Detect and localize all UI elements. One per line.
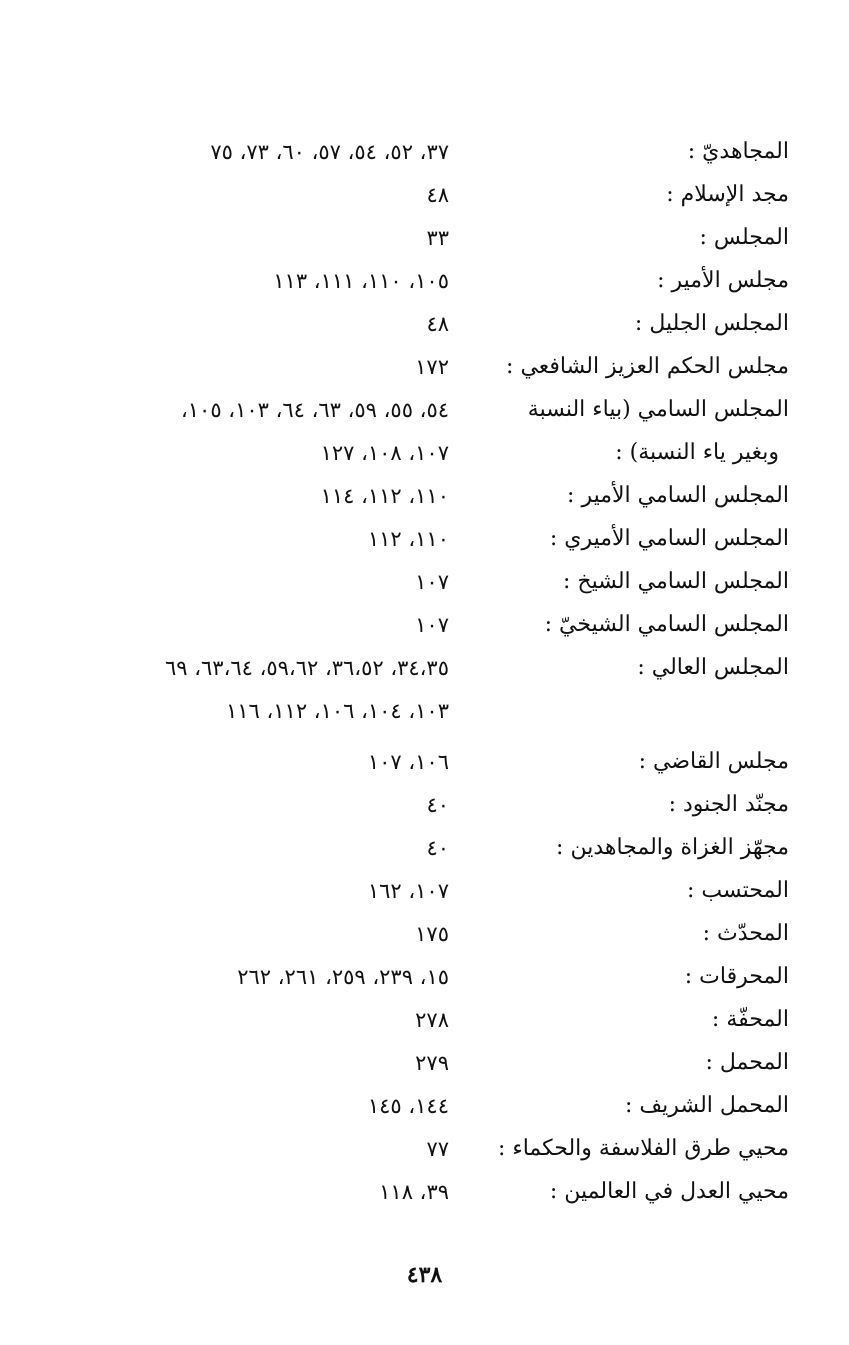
index-entry xyxy=(0,603,849,647)
index-entry xyxy=(0,517,849,561)
index-entry xyxy=(0,130,849,174)
entry-pages: ٢٧٨ xyxy=(415,1008,449,1032)
entry-pages: ١٠٧ xyxy=(415,570,449,594)
entry-pages: ٢٧٩ xyxy=(415,1051,449,1075)
entry-pages: ١١٠، ١١٢، ١١٤ xyxy=(320,484,449,508)
index-entry xyxy=(0,1041,849,1085)
index-entry xyxy=(0,302,849,346)
entry-pages: ٥٤، ٥٥، ٥٩، ٦٣، ٦٤، ١٠٣، ١٠٥، xyxy=(181,398,449,422)
entry-term: المجلس السامي الأميري : xyxy=(549,526,789,551)
entry-term: مجلس القاضي : xyxy=(638,749,789,774)
index-entry xyxy=(0,1084,849,1128)
entry-pages: ٤٠ xyxy=(426,836,449,860)
entry-term: مجهّز الغزاة والمجاهدين : xyxy=(556,835,789,860)
entry-pages: ٣٧، ٥٢، ٥٤، ٥٧، ٦٠، ٧٣، ٧٥ xyxy=(210,140,449,164)
entry-pages: ٤٨ xyxy=(426,183,449,207)
index-entry xyxy=(0,388,849,432)
entry-term: المجاهديّ : xyxy=(687,139,789,164)
entry-pages: ١٤٤، ١٤٥ xyxy=(367,1094,449,1118)
index-entry xyxy=(0,259,849,303)
index-entry xyxy=(0,912,849,956)
entry-term: المجلس العالي : xyxy=(637,655,789,680)
entry-pages: ٤٠ xyxy=(426,793,449,817)
index-entry xyxy=(0,560,849,604)
entry-term: مجلس الأمير : xyxy=(657,268,789,293)
index-entry xyxy=(0,826,849,870)
entry-term: محيي طرق الفلاسفة والحكماء : xyxy=(497,1136,789,1161)
index-entry-continuation xyxy=(0,689,849,733)
entry-term: المجلس السامي (بياء النسبة xyxy=(527,397,789,422)
index-entry xyxy=(0,869,849,913)
entry-term: المجلس السامي الأمير : xyxy=(567,483,789,508)
entry-term: المحمل الشريف : xyxy=(625,1093,789,1118)
entry-term: مجد الإسلام : xyxy=(666,182,789,207)
entry-term: وبغير ياء النسبة) : xyxy=(615,440,779,465)
entry-pages: ١٠٧ xyxy=(415,613,449,637)
index-entry xyxy=(0,783,849,827)
index-entry xyxy=(0,740,849,784)
entry-pages: ١٥، ٢٣٩، ٢٥٩، ٢٦١، ٢٦٢ xyxy=(237,965,449,989)
entry-pages: ٣٤،٣٥، ٣٦،٥٢، ٥٩،٦٢، ٦٣،٦٤، ٦٩ xyxy=(165,656,449,680)
entry-term: المحمل : xyxy=(705,1050,789,1075)
index-entry xyxy=(0,955,849,999)
entry-pages: ١٠٥، ١١٠، ١١١، ١١٣ xyxy=(273,269,449,293)
entry-pages: ١٠٧، ١٦٢ xyxy=(367,879,449,903)
entry-pages: ٧٧ xyxy=(426,1137,449,1161)
entry-term: مجلس الحكم العزيز الشافعي : xyxy=(506,354,789,379)
index-entry xyxy=(0,345,849,389)
index-entry xyxy=(0,216,849,260)
index-entry xyxy=(0,173,849,217)
index-entry xyxy=(0,998,849,1042)
entry-term: المجلس السامي الشيخ : xyxy=(562,569,789,594)
entry-term: محيي العدل في العالمين : xyxy=(549,1179,789,1204)
entry-term: المجلس : xyxy=(699,225,789,250)
entry-pages: ١٠٣، ١٠٤، ١٠٦، ١١٢، ١١٦ xyxy=(225,699,449,723)
entry-term: المحرقات : xyxy=(684,964,789,989)
entry-pages: ١١٠، ١١٢ xyxy=(367,527,449,551)
entry-term: مجنّد الجنود : xyxy=(668,792,789,817)
index-entry xyxy=(0,431,849,475)
entry-term: المحدّث : xyxy=(702,921,789,946)
entry-term: المجلس السامي الشيخيّ : xyxy=(544,612,789,637)
index-entry xyxy=(0,474,849,518)
entry-pages: ٣٩، ١١٨ xyxy=(379,1180,449,1204)
entry-term: المحتسب : xyxy=(686,878,789,903)
entry-pages: ١٧٥ xyxy=(415,922,449,946)
index-entry xyxy=(0,1170,849,1214)
entry-term: المحفّة : xyxy=(711,1007,789,1032)
index-entry xyxy=(0,646,849,690)
index-entry xyxy=(0,1127,849,1171)
entry-pages: ٣٣ xyxy=(426,226,449,250)
entry-pages: ١٧٢ xyxy=(415,355,449,379)
page-number: ٤٣٨ xyxy=(406,1262,443,1288)
entry-term: المجلس الجليل : xyxy=(634,311,789,336)
entry-pages: ١٠٧، ١٠٨، ١٢٧ xyxy=(320,441,449,465)
entry-pages: ٤٨ xyxy=(426,312,449,336)
entry-pages: ١٠٦، ١٠٧ xyxy=(367,750,449,774)
